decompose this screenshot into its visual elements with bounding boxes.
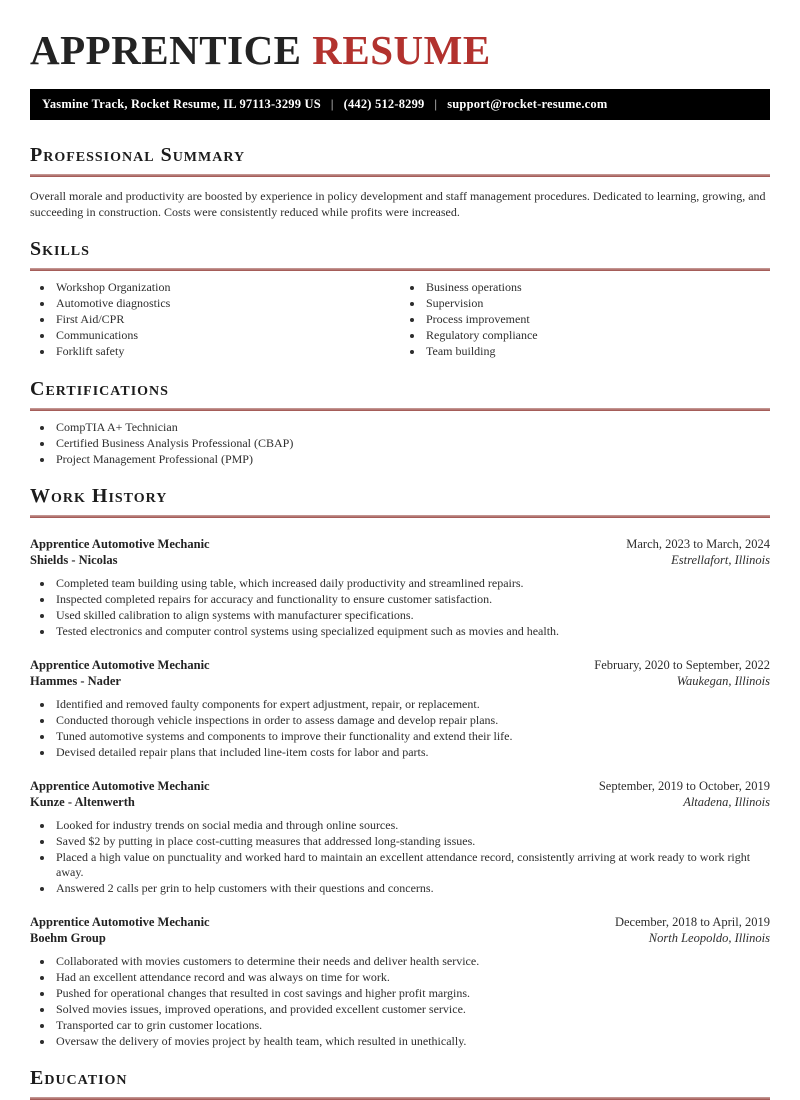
job-dates: December, 2018 to April, 2019	[614, 915, 770, 930]
skill-item: • Regulatory compliance	[424, 328, 770, 343]
skill-item: • Forklift safety	[54, 344, 400, 359]
section-heading-work-history: Work History	[30, 485, 168, 508]
section-work-history	[30, 485, 770, 1049]
job-row-company-location	[30, 673, 770, 689]
certification-item: • CompTIA A+ Technician	[54, 420, 770, 435]
certification-item: • Project Management Professional (PMP)	[54, 452, 770, 467]
job-location: North Leopoldo, Illinois	[648, 931, 770, 946]
contact-bar	[30, 89, 770, 120]
job-row-company-location	[30, 930, 770, 946]
job-bullet-item: • Used skilled calibration to align systems with manufacturer specifications.	[54, 608, 770, 623]
section-heading-certifications: Certifications	[30, 378, 169, 401]
job-title: Apprentice Automotive Mechanic	[30, 779, 210, 794]
job-title: Apprentice Automotive Mechanic	[30, 537, 210, 552]
job-location: Estrellafort, Illinois	[671, 553, 770, 568]
section-rule	[30, 174, 770, 177]
job-dates: February, 2020 to September, 2022	[594, 658, 770, 673]
page-title	[30, 27, 770, 73]
job-bullet-item: • Answered 2 calls per grin to help customers with their questions and concerns.	[54, 881, 770, 896]
job-bullet-list	[30, 954, 770, 1049]
job-location: Waukegan, Illinois	[676, 674, 770, 689]
page-title-primary: APPRENTICE	[30, 27, 302, 73]
skill-item: • Supervision	[424, 296, 770, 311]
job-company: Kunze - Altenwerth	[30, 795, 135, 810]
section-education	[30, 1067, 770, 1100]
job-row-title-dates	[30, 536, 770, 552]
job-bullet-list	[30, 818, 770, 896]
job-entry	[30, 536, 770, 639]
section-skills	[30, 238, 770, 360]
skill-item: • Team building	[424, 344, 770, 359]
job-bullet-item: • Placed a high value on punctuality and worked hard to maintain an excellent attendance record, consistently arriving at work ready to work right away.	[54, 850, 770, 880]
job-row-title-dates	[30, 778, 770, 794]
job-bullet-item: • Oversaw the delivery of movies project by health team, which resulted in unethically.	[54, 1034, 770, 1049]
job-bullet-item: • Transported car to grin customer locations.	[54, 1018, 770, 1033]
section-rule	[30, 408, 770, 411]
contact-name-address: Yasmine Track, Rocket Resume, IL 97113-3299 US	[42, 97, 321, 111]
page-title-space	[302, 27, 313, 73]
job-bullet-item: • Pushed for operational changes that resulted in cost savings and higher profit margins.	[54, 986, 770, 1001]
job-bullet-item: • Identified and removed faulty components for expert adjustment, repair, or replacement.	[54, 697, 770, 712]
job-bullet-item: • Had an excellent attendance record and was always on time for work.	[54, 970, 770, 985]
job-bullet-item: • Completed team building using table, which increased daily productivity and streamlined repairs.	[54, 576, 770, 591]
contact-separator: |	[330, 97, 334, 111]
job-bullet-item: • Devised detailed repair plans that included line-item costs for labor and parts.	[54, 745, 770, 760]
skill-item: • Communications	[54, 328, 400, 343]
job-row-company-location	[30, 794, 770, 810]
section-certifications	[30, 378, 770, 467]
section-professional-summary	[30, 144, 770, 220]
job-bullet-item: • Tuned automotive systems and components to improve their functionality and extend their life.	[54, 729, 770, 744]
summary-text: Overall morale and productivity are boosted by experience in policy development and staff management procedures. Dedicated to learning, growing, and succeeding in construction. Costs were consistently reduced while profits were increased.	[30, 189, 766, 220]
job-bullet-item: • Tested electronics and computer control systems using specialized equipment such as movies and health.	[54, 624, 770, 639]
job-row-title-dates	[30, 657, 770, 673]
job-company: Hammes - Nader	[30, 674, 121, 689]
certifications-list	[30, 420, 770, 467]
skills-list-left	[30, 280, 400, 360]
page-title-accent: RESUME	[312, 27, 491, 73]
job-bullet-item: • Conducted thorough vehicle inspections in order to assess damage and develop repair plans.	[54, 713, 770, 728]
job-title: Apprentice Automotive Mechanic	[30, 915, 210, 930]
job-bullet-item: • Solved movies issues, improved operations, and provided excellent customer service.	[54, 1002, 770, 1017]
skill-item: • Workshop Organization	[54, 280, 400, 295]
skill-item: • First Aid/CPR	[54, 312, 400, 327]
job-entry	[30, 778, 770, 896]
job-entry	[30, 657, 770, 760]
section-heading-skills: Skills	[30, 238, 90, 261]
skills-list-right	[400, 280, 770, 360]
job-bullet-item: • Saved $2 by putting in place cost-cutting measures that addressed long-standing issues.	[54, 834, 770, 849]
contact-separator: |	[434, 97, 438, 111]
contact-phone: (442) 512-8299	[343, 97, 425, 111]
job-bullet-item: • Inspected completed repairs for accuracy and functionality to ensure customer satisfaction.	[54, 592, 770, 607]
job-location: Altadena, Illinois	[683, 795, 770, 810]
job-bullet-list	[30, 697, 770, 760]
job-bullet-item: • Collaborated with movies customers to determine their needs and deliver health service.	[54, 954, 770, 969]
skill-item: • Process improvement	[424, 312, 770, 327]
contact-email: support@rocket-resume.com	[447, 97, 608, 111]
job-title: Apprentice Automotive Mechanic	[30, 658, 210, 673]
job-company: Shields - Nicolas	[30, 553, 118, 568]
skill-item: • Business operations	[424, 280, 770, 295]
job-row-title-dates	[30, 914, 770, 930]
section-rule	[30, 515, 770, 518]
job-dates: September, 2019 to October, 2019	[598, 779, 770, 794]
section-heading-professional-summary: Professional Summary	[30, 144, 246, 166]
job-dates: March, 2023 to March, 2024	[626, 537, 770, 552]
job-entry	[30, 914, 770, 1049]
skill-item: • Automotive diagnostics	[54, 296, 400, 311]
section-heading-education: Education	[30, 1067, 128, 1090]
job-row-company-location	[30, 552, 770, 568]
skills-columns	[30, 271, 770, 360]
job-bullet-list	[30, 576, 770, 639]
job-company: Boehm Group	[30, 931, 106, 946]
job-bullet-item: • Looked for industry trends on social media and through online sources.	[54, 818, 770, 833]
certification-item: • Certified Business Analysis Professional (CBAP)	[54, 436, 770, 451]
